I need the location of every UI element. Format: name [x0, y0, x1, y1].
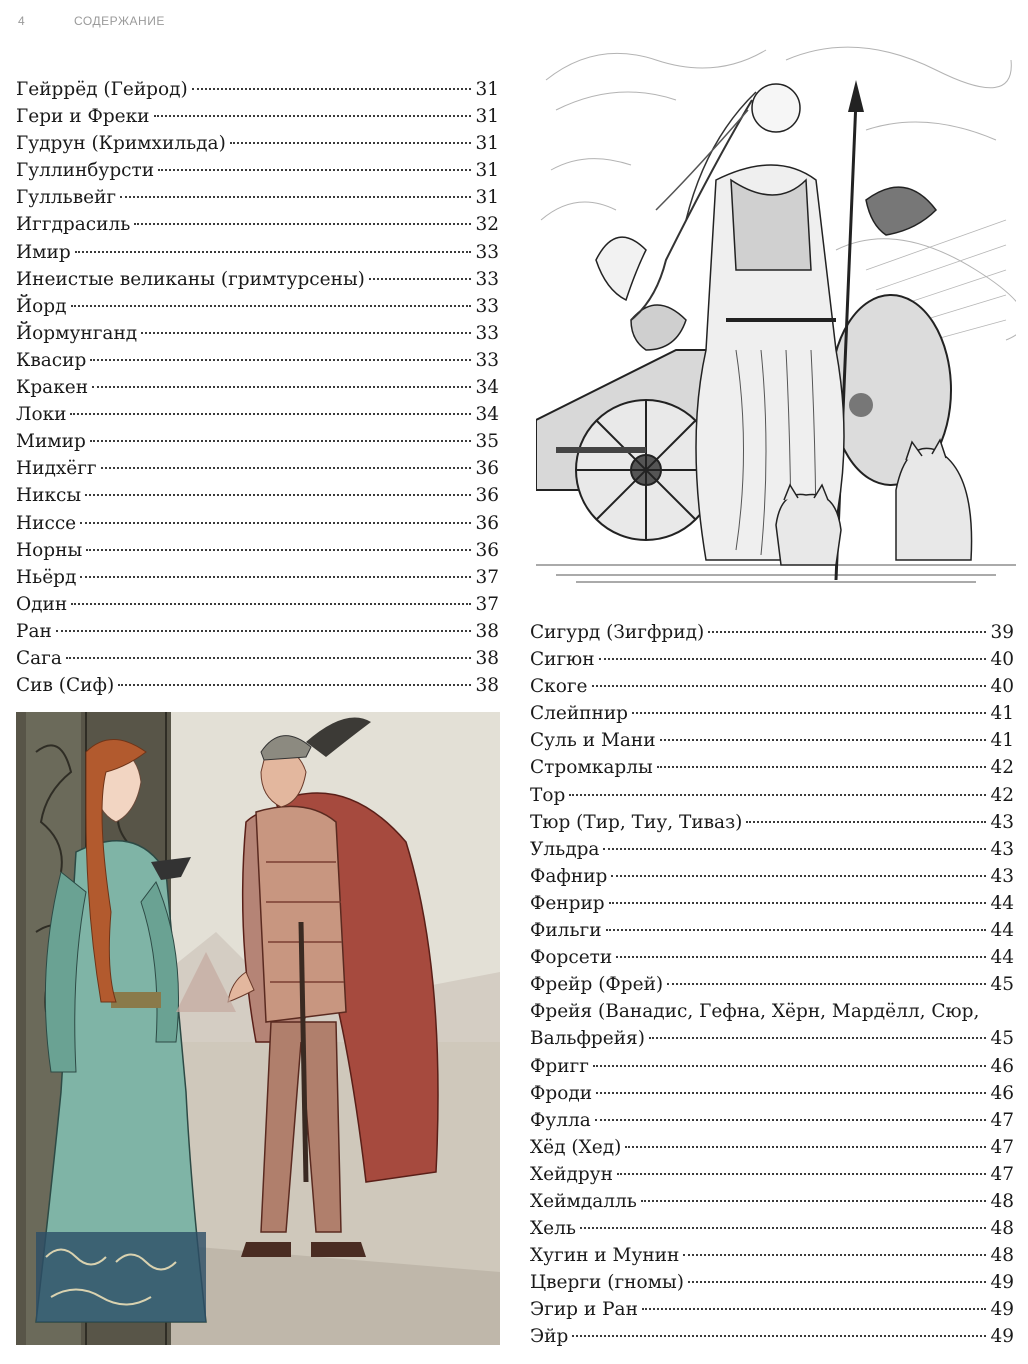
toc-entry-name: Тюр (Тир, Тиу, Тиваз) — [530, 811, 743, 833]
toc-entry-name: Йорд — [16, 295, 67, 317]
dot-leader — [593, 1065, 987, 1067]
page-number: 4 — [18, 14, 26, 28]
dot-leader — [85, 494, 471, 496]
toc-entry-page: 44 — [990, 920, 1014, 942]
toc-entry-name: Ниссе — [16, 512, 77, 534]
dot-leader — [606, 929, 987, 931]
toc-entry-name: Ульдра — [530, 838, 600, 860]
dot-leader — [86, 549, 471, 551]
toc-entry[interactable] — [16, 401, 499, 428]
toc-entry-page: 38 — [475, 647, 499, 669]
toc-entry[interactable] — [16, 184, 499, 211]
toc-entry-page: 46 — [990, 1055, 1014, 1077]
toc-entry-page: 43 — [990, 838, 1014, 860]
toc-entry-name: Гулльвейг — [16, 187, 117, 209]
toc-entry[interactable] — [530, 1296, 1014, 1323]
toc-entry-page: 34 — [475, 377, 499, 399]
toc-entry-page: 41 — [990, 730, 1014, 752]
toc-entry[interactable] — [530, 754, 1014, 781]
toc-entry-page: 38 — [475, 675, 499, 697]
toc-entry[interactable] — [16, 672, 499, 699]
toc-entry-name: Гуллинбурсти — [16, 160, 155, 182]
toc-entry-name: Сив (Сиф) — [16, 675, 115, 697]
toc-entry-name: Фулла — [530, 1109, 591, 1131]
dot-leader — [599, 658, 987, 660]
toc-entry-page: 37 — [475, 593, 499, 615]
toc-entry[interactable] — [16, 320, 499, 347]
dot-leader — [154, 115, 472, 117]
dot-leader — [158, 169, 471, 171]
toc-entry-page: 35 — [475, 431, 499, 453]
dot-leader — [592, 685, 987, 687]
toc-entry-name: Сага — [16, 647, 62, 669]
toc-entry-name: Скоге — [530, 676, 588, 698]
toc-entry-page: 38 — [475, 620, 499, 642]
toc-entry-name: Кракен — [16, 377, 89, 399]
toc-entry-name: Фрейр (Фрей) — [530, 974, 664, 996]
dot-leader — [580, 1227, 987, 1229]
toc-entry-page: 33 — [475, 268, 499, 290]
toc-entry-page: 48 — [990, 1190, 1014, 1212]
color-illustration-maiden-warrior — [16, 712, 500, 1345]
toc-entry-page: 37 — [475, 566, 499, 588]
dot-leader — [134, 223, 471, 225]
toc-entry-name: Фригг — [530, 1055, 589, 1077]
toc-entry-name: Эйр — [530, 1326, 569, 1348]
toc-entry[interactable] — [16, 266, 499, 293]
toc-entry-page: 42 — [990, 757, 1014, 779]
toc-entry[interactable] — [530, 890, 1014, 917]
dot-leader — [230, 142, 472, 144]
toc-entry-page: 36 — [475, 512, 499, 534]
toc-entry-page: 32 — [475, 214, 499, 236]
toc-entry-name: Гейррёд (Гейрод) — [16, 79, 188, 100]
dot-leader — [683, 1254, 986, 1256]
toc-entry-name: Инеистые великаны (гримтурсены) — [16, 268, 365, 290]
dot-leader — [120, 196, 471, 198]
toc-entry-name: Иггдрасиль — [16, 214, 131, 236]
toc-entry[interactable] — [530, 1134, 1014, 1161]
toc-entry-page: 43 — [990, 811, 1014, 833]
toc-entry-name: Цверги (гномы) — [530, 1272, 684, 1294]
dot-leader — [708, 631, 986, 633]
dot-leader — [70, 413, 471, 415]
toc-entry[interactable] — [530, 1161, 1014, 1188]
toc-entry-page: 49 — [990, 1272, 1014, 1294]
toc-entry-name: Никсы — [16, 485, 82, 507]
dot-leader — [71, 305, 472, 307]
dot-leader — [66, 657, 472, 659]
toc-left-column — [16, 76, 499, 699]
toc-entry[interactable] — [530, 1188, 1014, 1215]
toc-entry-page: 45 — [990, 1028, 1014, 1050]
dot-leader — [625, 1146, 986, 1148]
engraving-goddess-chariot-art — [536, 20, 1016, 588]
toc-entry-name: Мимир — [16, 431, 86, 453]
dot-leader — [75, 251, 472, 253]
dot-leader — [609, 902, 987, 904]
toc-entry[interactable] — [530, 917, 1014, 944]
toc-entry-page: 49 — [990, 1299, 1014, 1321]
toc-entry-name: Хугин и Мунин — [530, 1245, 680, 1267]
toc-entry[interactable] — [16, 103, 499, 130]
dot-leader — [569, 794, 986, 796]
toc-entry[interactable] — [16, 645, 499, 672]
toc-entry-name: Один — [16, 593, 68, 615]
toc-entry-name: Гери и Фреки — [16, 106, 150, 128]
toc-entry[interactable] — [530, 782, 1014, 809]
toc-entry-page: 31 — [475, 160, 499, 182]
toc-entry-page: 44 — [990, 892, 1014, 914]
toc-entry[interactable] — [530, 836, 1014, 863]
dot-leader — [632, 712, 986, 714]
dot-leader — [642, 1308, 987, 1310]
toc-entry[interactable] — [16, 239, 499, 266]
toc-entry[interactable] — [530, 809, 1014, 836]
dot-leader — [80, 522, 471, 524]
dot-leader — [369, 278, 472, 280]
toc-entry-page: 31 — [475, 79, 499, 100]
toc-entry-name: Тор — [530, 784, 566, 806]
toc-entry-page: 36 — [475, 458, 499, 480]
toc-entry[interactable] — [16, 76, 499, 103]
toc-entry[interactable] — [530, 1323, 1014, 1350]
toc-entry[interactable] — [16, 130, 499, 157]
toc-entry-name: Форсети — [530, 947, 613, 969]
engraving-goddess-chariot — [536, 20, 1016, 588]
toc-entry-name: Фроди — [530, 1082, 593, 1104]
dot-leader — [617, 1173, 987, 1175]
dot-leader — [56, 630, 472, 632]
dot-leader — [90, 359, 471, 361]
toc-entry-name: Норны — [16, 539, 83, 561]
toc-entry-page: 40 — [990, 649, 1014, 671]
toc-entry-page: 33 — [475, 349, 499, 371]
toc-entry-page: 41 — [990, 703, 1014, 725]
toc-entry[interactable] — [530, 944, 1014, 971]
toc-entry-name: Фильги — [530, 920, 602, 942]
toc-entry[interactable] — [530, 1215, 1014, 1242]
dot-leader — [649, 1037, 987, 1039]
toc-entry-name: Локи — [16, 404, 67, 426]
toc-entry-page: 36 — [475, 485, 499, 507]
toc-entry-name: Фрейя (Ванадис, Гефна, Хёрн, Мардёлл, Сюр, — [530, 1001, 980, 1023]
toc-entry-name: Имир — [16, 241, 71, 263]
dot-leader — [141, 332, 471, 334]
toc-entry-name: Сигюн — [530, 649, 595, 671]
dot-leader — [92, 386, 471, 388]
toc-entry[interactable] — [530, 971, 1014, 998]
toc-entry-page: 33 — [475, 322, 499, 344]
toc-entry-name: Хейдрун — [530, 1163, 613, 1185]
toc-entry-name: Фафнир — [530, 865, 608, 887]
toc-entry-page: 31 — [475, 133, 499, 155]
dot-leader — [616, 956, 986, 958]
toc-entry[interactable] — [16, 618, 499, 645]
toc-entry-page: 31 — [475, 187, 499, 209]
toc-entry-page: 46 — [990, 1082, 1014, 1104]
dot-leader — [572, 1335, 986, 1337]
dot-leader — [603, 848, 986, 850]
toc-entry[interactable] — [16, 591, 499, 618]
toc-entry-name: Хеймдалль — [530, 1190, 637, 1212]
dot-leader — [101, 467, 472, 469]
toc-entry[interactable] — [16, 482, 499, 509]
toc-entry[interactable] — [16, 374, 499, 401]
toc-entry-name: Йормунганд — [16, 322, 138, 344]
toc-entry[interactable] — [16, 347, 499, 374]
dot-leader — [688, 1281, 987, 1283]
toc-entry-name: Сигурд (Зигфрид) — [530, 622, 705, 643]
toc-entry-name: Суль и Мани — [530, 730, 656, 752]
dot-leader — [90, 440, 472, 442]
toc-entry-name: Гудрун (Кримхильда) — [16, 133, 226, 155]
toc-entry[interactable] — [16, 428, 499, 455]
toc-entry-page: 47 — [990, 1163, 1014, 1185]
toc-entry-page: 49 — [990, 1326, 1014, 1348]
toc-entry[interactable] — [530, 998, 1014, 1052]
toc-entry-page: 36 — [475, 539, 499, 561]
dot-leader — [71, 603, 471, 605]
toc-entry[interactable] — [530, 727, 1014, 754]
toc-entry[interactable] — [16, 157, 499, 184]
dot-leader — [611, 875, 986, 877]
toc-entry[interactable] — [530, 619, 1014, 646]
toc-entry-page: 33 — [475, 241, 499, 263]
toc-entry[interactable] — [16, 211, 499, 238]
toc-entry[interactable] — [530, 646, 1014, 673]
dot-leader — [657, 766, 987, 768]
toc-entry[interactable] — [530, 1107, 1014, 1134]
toc-entry[interactable] — [530, 1053, 1014, 1080]
toc-entry[interactable] — [16, 293, 499, 320]
toc-entry-name: Ньёрд — [16, 566, 77, 588]
toc-entry-name: Ран — [16, 620, 52, 642]
section-title: СОДЕРЖАНИЕ — [74, 14, 165, 28]
toc-entry-page: 43 — [990, 865, 1014, 887]
toc-entry-page: 47 — [990, 1109, 1014, 1131]
toc-entry[interactable] — [530, 673, 1014, 700]
toc-entry-name: Нидхёгг — [16, 458, 97, 480]
toc-entry[interactable] — [530, 863, 1014, 890]
toc-entry[interactable] — [16, 564, 499, 591]
toc-entry-page: 39 — [990, 622, 1014, 643]
toc-entry-name: Слейпнир — [530, 703, 629, 725]
toc-entry-page: 40 — [990, 676, 1014, 698]
toc-entry-page: 47 — [990, 1136, 1014, 1158]
dot-leader — [595, 1119, 987, 1121]
toc-entry-name-continued: Вальфрейя) — [530, 1028, 645, 1050]
toc-entry-name: Хёд (Хед) — [530, 1136, 622, 1158]
toc-entry-name: Стромкарлы — [530, 757, 653, 779]
dot-leader — [746, 821, 986, 823]
toc-entry-name: Хель — [530, 1218, 576, 1240]
toc-entry-page: 42 — [990, 784, 1014, 806]
dot-leader — [80, 576, 471, 578]
toc-entry-page: 48 — [990, 1218, 1014, 1240]
toc-entry-page: 44 — [990, 947, 1014, 969]
dot-leader — [641, 1200, 987, 1202]
toc-entry[interactable] — [530, 1080, 1014, 1107]
toc-entry[interactable] — [16, 510, 499, 537]
toc-entry[interactable] — [530, 1269, 1014, 1296]
toc-entry-name: Фенрир — [530, 892, 605, 914]
toc-entry-page: 48 — [990, 1245, 1014, 1267]
toc-entry-page: 34 — [475, 404, 499, 426]
dot-leader — [667, 983, 986, 985]
color-illustration-maiden-warrior-art — [16, 712, 500, 1345]
toc-entry-name: Эгир и Ран — [530, 1299, 638, 1321]
dot-leader — [596, 1092, 986, 1094]
toc-entry[interactable] — [530, 1242, 1014, 1269]
dot-leader — [660, 739, 987, 741]
toc-entry-page: 45 — [990, 974, 1014, 996]
toc-entry-name: Квасир — [16, 349, 87, 371]
toc-entry[interactable] — [16, 455, 499, 482]
toc-entry[interactable] — [530, 700, 1014, 727]
toc-entry[interactable] — [16, 537, 499, 564]
toc-right-column — [530, 619, 1014, 1351]
toc-entry-page: 33 — [475, 295, 499, 317]
dot-leader — [192, 88, 472, 90]
toc-entry-page: 31 — [475, 106, 499, 128]
dot-leader — [118, 684, 471, 686]
